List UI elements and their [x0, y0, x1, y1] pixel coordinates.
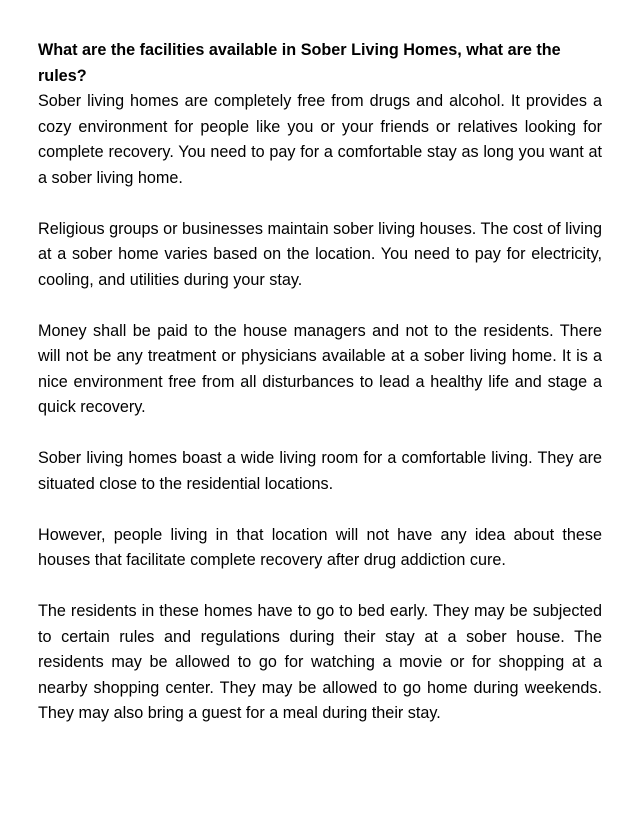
paragraph-spacer [38, 191, 602, 217]
paragraph-spacer [38, 421, 602, 447]
paragraph-spacer [38, 293, 602, 319]
paragraph-cost: Religious groups or businesses maintain sober living houses. The cost of living at a sober home varies based on the location. You need to pay for electricity, cooling, and utilities during your stay. [38, 219, 602, 289]
document-page [38, 38, 602, 727]
paragraph-spacer [38, 497, 602, 523]
paragraph-spacer [38, 574, 602, 600]
paragraph-facilities: Sober living homes are completely free from drugs and alcohol. It provides a cozy environment for people like you or your friends or relatives looking for complete recovery. You need to pay for a comfortable stay as long you want at a sober living home. [38, 92, 602, 187]
paragraph-rules: The residents in these homes have to go to bed early. They may be subjected to certain rules and regulations during their stay at a sober house. The residents may be allowed to go for watching a movie or for shopping at a nearby shopping center. They may be allowed to go home during weekends. They may also bring a guest for a meal during their stay. [38, 602, 602, 722]
paragraph-payment: Money shall be paid to the house managers and not to the residents. There will not be any treatment or physicians available at a sober living home. It is a nice environment free from all disturbances to lead a healthy life and stage a quick recovery. [38, 321, 602, 416]
document-heading: What are the facilities available in Sober Living Homes, what are the rules? [38, 41, 561, 85]
paragraph-living-room: Sober living homes boast a wide living room for a comfortable living. They are situated close to the residential locations. [38, 449, 602, 493]
paragraph-awareness: However, people living in that location will not have any idea about these houses that facilitate complete recovery after drug addiction cure. [38, 525, 602, 569]
